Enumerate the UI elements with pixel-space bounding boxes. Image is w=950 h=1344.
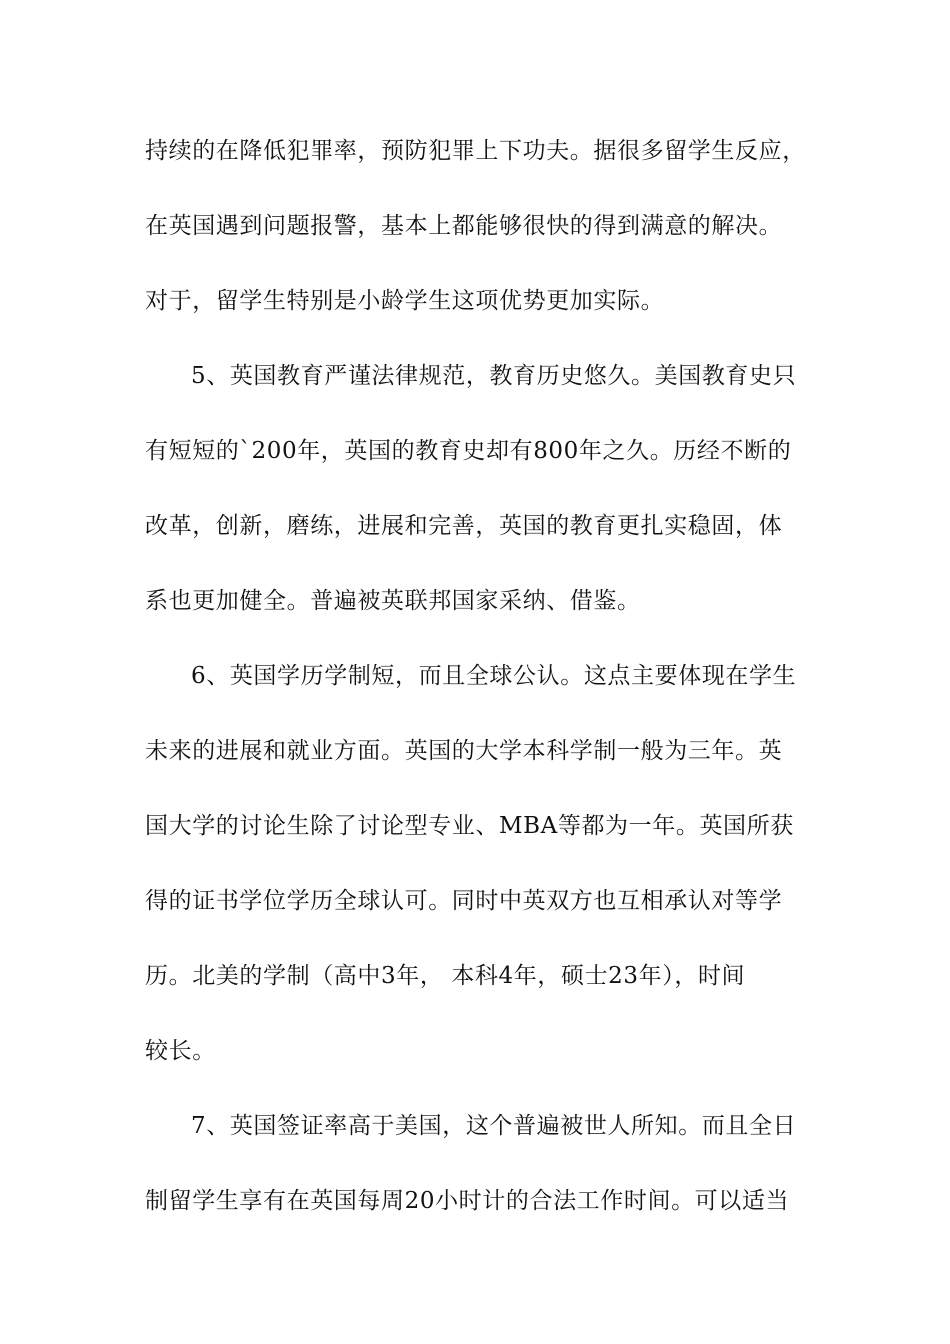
text-line: 国大学的讨论生除了讨论型专业、MBA等都为一年。英国所获: [145, 813, 794, 839]
paragraph-start-line: 6、英国学历学制短，而且全球公认。这点主要体现在学生: [191, 663, 797, 689]
text-line: 得的证书学位学历全球认可。同时中英双方也互相承认对等学: [145, 888, 783, 914]
text-line: 在英国遇到问题报警，基本上都能够很快的得到满意的解决。: [145, 213, 783, 239]
text-line: 较长。: [145, 1038, 216, 1064]
text-line: 对于，留学生特别是小龄学生这项优势更加实际。: [145, 288, 665, 314]
text-line: 改革，创新，磨练，进展和完善，英国的教育更扎实稳固，体: [145, 513, 783, 539]
text-line: 持续的在降低犯罪率，预防犯罪上下功夫。据很多留学生反应，: [145, 138, 806, 164]
text-line: 系也更加健全。普遍被英联邦国家采纳、借鉴。: [145, 588, 641, 614]
paragraph-start-line: 7、英国签证率高于美国，这个普遍被世人所知。而且全日: [191, 1113, 797, 1139]
text-line: 制留学生享有在英国每周20小时计的合法工作时间。可以适当: [145, 1188, 790, 1214]
paragraph-start-line: 5、英国教育严谨法律规范，教育历史悠久。美国教育史只: [191, 363, 797, 389]
text-line: 未来的进展和就业方面。英国的大学本科学制一般为三年。英: [145, 738, 783, 764]
text-line: 有短短的`200年，英国的教育史却有800年之久。历经不断的: [145, 438, 792, 464]
text-line: 历。北美的学制（高中3年， 本科4年，硕士23年），时间: [145, 963, 746, 989]
